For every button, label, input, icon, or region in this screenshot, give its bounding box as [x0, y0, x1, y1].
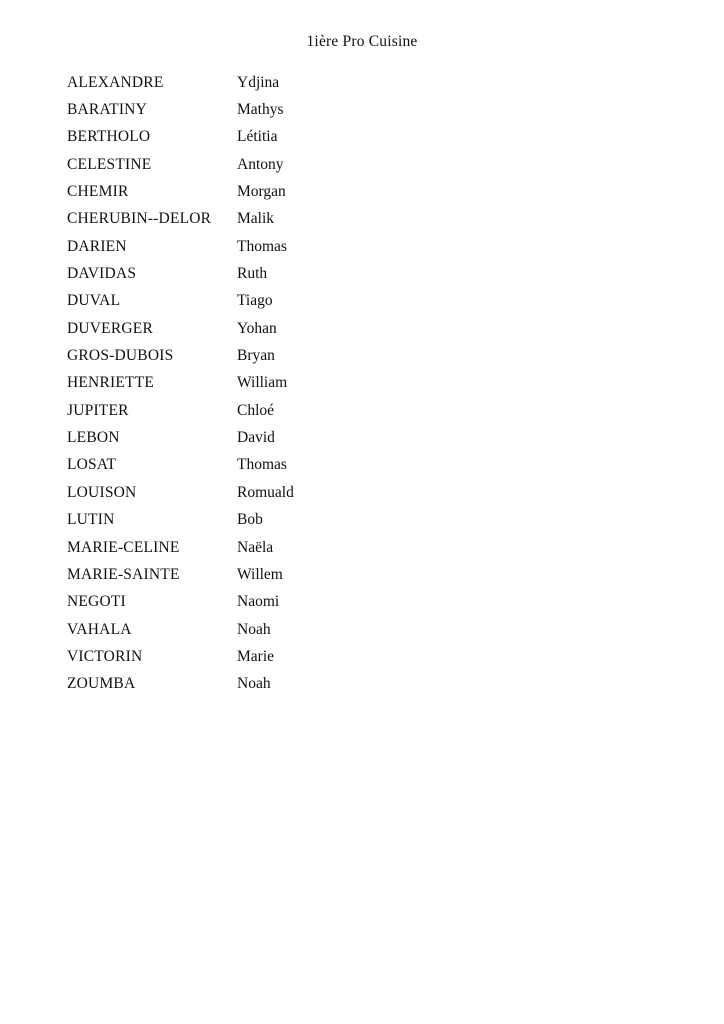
list-item: [67, 288, 684, 315]
last-name: DUVERGER: [67, 319, 153, 337]
list-item: [67, 452, 684, 479]
list-item: [67, 69, 684, 96]
list-item: [67, 534, 684, 561]
list-item: [67, 479, 684, 506]
list-item: [67, 397, 684, 424]
first-name: David: [237, 429, 275, 447]
list-item: [67, 151, 684, 178]
first-name: Noah: [237, 675, 271, 693]
last-name: HENRIETTE: [67, 374, 155, 392]
first-name: Ydjina: [237, 73, 280, 91]
first-name: Mathys: [237, 101, 284, 119]
last-name: LOUISON: [67, 483, 137, 501]
last-name: MARIE-CELINE: [67, 538, 180, 556]
page-title: 1ière Pro Cuisine: [306, 33, 418, 50]
last-name: LEBON: [67, 429, 120, 447]
last-name: ALEXANDRE: [67, 73, 164, 91]
list-item: [67, 124, 684, 151]
list-item: [67, 370, 684, 397]
list-item: [67, 589, 684, 616]
first-name: Thomas: [237, 456, 287, 474]
last-name: CHEMIR: [67, 183, 129, 201]
last-name: JUPITER: [67, 401, 129, 419]
list-item: [67, 178, 684, 205]
last-name: VAHALA: [67, 620, 132, 638]
list-item: [67, 616, 684, 643]
last-name: CELESTINE: [67, 155, 152, 173]
first-name: Malik: [237, 210, 275, 228]
first-name: Noah: [237, 620, 271, 638]
first-name: Létitia: [237, 128, 278, 146]
first-name: Tiago: [237, 292, 273, 310]
first-name: Ruth: [237, 265, 268, 283]
last-name: BARATINY: [67, 101, 147, 119]
last-name: LOSAT: [67, 456, 117, 474]
list-item: [67, 206, 684, 233]
first-name: Morgan: [237, 183, 286, 201]
first-name: Antony: [237, 155, 284, 173]
last-name: BERTHOLO: [67, 128, 151, 146]
list-item: [67, 424, 684, 451]
first-name: William: [237, 374, 288, 392]
last-name: DUVAL: [67, 292, 121, 310]
first-name: Naëla: [237, 538, 274, 556]
list-item: [67, 96, 684, 123]
list-item: [67, 671, 684, 698]
list-item: [67, 233, 684, 260]
student-roster-list: [67, 69, 684, 698]
last-name: DAVIDAS: [67, 265, 137, 283]
first-name: Naomi: [237, 593, 280, 611]
list-item: [67, 342, 684, 369]
first-name: Willem: [237, 565, 283, 583]
last-name: CHERUBIN--DELOR: [67, 210, 212, 228]
list-item: [67, 507, 684, 534]
first-name: Chloé: [237, 401, 275, 419]
last-name: MARIE-SAINTE: [67, 565, 180, 583]
first-name: Bryan: [237, 347, 275, 365]
list-item: [67, 260, 684, 287]
last-name: VICTORIN: [67, 647, 143, 665]
last-name: ZOUMBA: [67, 675, 136, 693]
last-name: GROS-DUBOIS: [67, 347, 174, 365]
last-name: LUTIN: [67, 511, 115, 529]
list-item: [67, 315, 684, 342]
last-name: NEGOTI: [67, 593, 126, 611]
first-name: Romuald: [237, 483, 294, 501]
list-item: [67, 643, 684, 670]
first-name: Marie: [237, 647, 275, 665]
list-item: [67, 561, 684, 588]
first-name: Yohan: [237, 319, 277, 337]
first-name: Thomas: [237, 237, 287, 255]
first-name: Bob: [237, 511, 263, 529]
last-name: DARIEN: [67, 237, 127, 255]
